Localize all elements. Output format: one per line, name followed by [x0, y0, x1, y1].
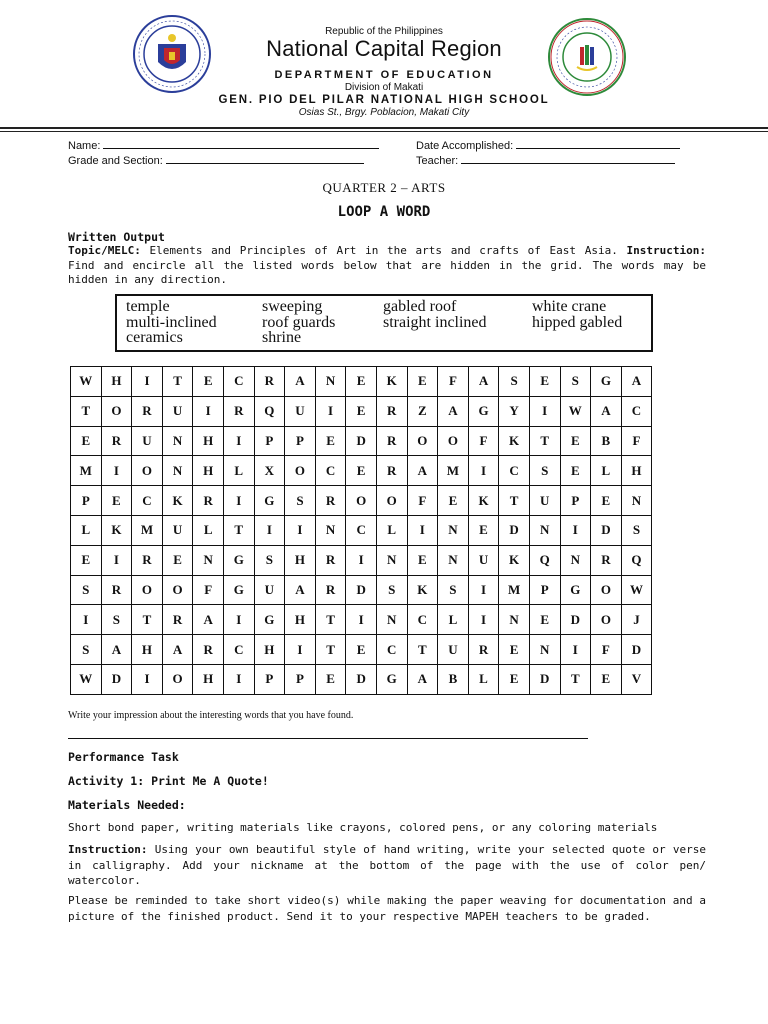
school-address: Osias St., Brgy. Poblacion, Makati City	[298, 107, 470, 118]
grid-row	[71, 575, 652, 605]
grid-cell[interactable]: H	[285, 605, 316, 635]
grid-cell[interactable]: K	[468, 486, 499, 516]
grid-cell[interactable]: E	[468, 515, 499, 545]
grid-cell[interactable]: I	[132, 367, 163, 397]
grid-cell[interactable]: R	[101, 575, 132, 605]
grid-cell[interactable]: N	[162, 456, 193, 486]
grid-cell[interactable]: G	[254, 486, 285, 516]
grid-cell[interactable]: M	[499, 575, 530, 605]
grid-cell[interactable]: T	[132, 605, 163, 635]
grid-cell[interactable]: E	[407, 367, 438, 397]
grid-cell[interactable]: L	[223, 456, 254, 486]
grid-cell[interactable]: D	[346, 664, 377, 694]
grid-cell[interactable]: E	[162, 545, 193, 575]
grid-cell[interactable]: Y	[499, 396, 530, 426]
activity-title: LOOP A WORD	[337, 204, 431, 220]
school-name: GEN. PIO DEL PILAR NATIONAL HIGH SCHOOL	[218, 94, 550, 106]
grid-cell[interactable]: H	[285, 545, 316, 575]
grid-cell[interactable]: O	[591, 605, 622, 635]
grid-cell[interactable]: D	[560, 605, 591, 635]
word-list-item: gabled roof	[383, 298, 457, 315]
grid-cell[interactable]: I	[560, 515, 591, 545]
grid-cell[interactable]: T	[71, 396, 102, 426]
grid-cell[interactable]: K	[162, 486, 193, 516]
region-title: National Capital Region	[266, 36, 502, 61]
grid-cell[interactable]: H	[193, 426, 224, 456]
grid-cell[interactable]: T	[560, 664, 591, 694]
grid-cell[interactable]: E	[315, 426, 346, 456]
grid-cell[interactable]: A	[162, 635, 193, 665]
grid-cell[interactable]: T	[315, 635, 346, 665]
grid-cell[interactable]: P	[529, 575, 560, 605]
grid-cell[interactable]: C	[223, 635, 254, 665]
grid-cell[interactable]: E	[591, 486, 622, 516]
grid-cell[interactable]: I	[193, 396, 224, 426]
grid-cell[interactable]: W	[621, 575, 652, 605]
grid-cell[interactable]: H	[193, 456, 224, 486]
grid-cell[interactable]: I	[223, 664, 254, 694]
grid-cell[interactable]: O	[132, 456, 163, 486]
grid-cell[interactable]: E	[315, 664, 346, 694]
grid-cell[interactable]: S	[621, 515, 652, 545]
word-list-box	[115, 294, 653, 352]
grid-cell[interactable]: R	[376, 456, 407, 486]
grid-cell[interactable]: E	[346, 635, 377, 665]
quarter-heading: QUARTER 2 – ARTS	[322, 180, 446, 195]
grid-cell[interactable]: A	[407, 456, 438, 486]
grid-cell[interactable]: T	[499, 486, 530, 516]
grid-cell[interactable]: C	[499, 456, 530, 486]
grid-cell[interactable]: G	[560, 575, 591, 605]
grid-cell[interactable]: I	[407, 515, 438, 545]
grid-cell[interactable]: D	[101, 664, 132, 694]
grid-cell[interactable]: G	[254, 605, 285, 635]
teacher-label: Teacher:	[416, 155, 459, 167]
grid-cell[interactable]: U	[529, 486, 560, 516]
name-label: Name:	[68, 140, 101, 152]
grid-row	[71, 456, 652, 486]
written-output-instructions	[68, 244, 706, 288]
grid-cell[interactable]: C	[621, 396, 652, 426]
grid-cell[interactable]: O	[101, 396, 132, 426]
grid-cell[interactable]: L	[71, 515, 102, 545]
grid-cell[interactable]: L	[468, 664, 499, 694]
grid-row	[71, 605, 652, 635]
grid-cell[interactable]: U	[468, 545, 499, 575]
grid-cell[interactable]: T	[162, 367, 193, 397]
grid-cell[interactable]: D	[529, 664, 560, 694]
grid-cell[interactable]: E	[529, 367, 560, 397]
grid-cell[interactable]: F	[193, 575, 224, 605]
grid-cell[interactable]: E	[560, 426, 591, 456]
name-input-line[interactable]	[103, 138, 379, 149]
activity-heading: Activity 1: Print Me A Quote!	[68, 774, 269, 788]
grid-cell[interactable]: A	[621, 367, 652, 397]
grid-cell[interactable]: H	[254, 635, 285, 665]
grid-row	[71, 486, 652, 516]
word-list-item: white crane	[532, 298, 607, 315]
grid-cell[interactable]: F	[407, 486, 438, 516]
grid-cell[interactable]: I	[346, 605, 377, 635]
grid-cell[interactable]: Z	[407, 396, 438, 426]
grid-cell[interactable]: N	[315, 367, 346, 397]
grid-cell[interactable]: T	[315, 605, 346, 635]
grid-cell[interactable]: R	[132, 396, 163, 426]
grid-cell[interactable]: I	[101, 456, 132, 486]
grid-cell[interactable]: N	[438, 545, 469, 575]
grid-cell[interactable]: T	[529, 426, 560, 456]
performance-task-heading: Performance Task	[68, 750, 179, 764]
grade-section-field[interactable]	[68, 153, 364, 167]
grid-cell[interactable]: E	[346, 456, 377, 486]
grid-cell[interactable]: A	[468, 367, 499, 397]
grid-cell[interactable]: O	[132, 575, 163, 605]
word-list-item: ceramics	[126, 329, 183, 346]
grid-cell[interactable]: W	[71, 367, 102, 397]
grid-cell[interactable]: B	[438, 664, 469, 694]
grid-row	[71, 396, 652, 426]
grid-row	[71, 545, 652, 575]
word-list-item: hipped gabled	[532, 314, 623, 331]
grid-cell[interactable]: F	[621, 426, 652, 456]
grid-cell[interactable]: S	[285, 486, 316, 516]
materials-text: Short bond paper, writing materials like crayons, colored pens, or any coloring materials	[68, 821, 658, 834]
grid-cell[interactable]: R	[315, 575, 346, 605]
grid-cell[interactable]: O	[376, 486, 407, 516]
grade-section-input-line[interactable]	[166, 153, 364, 164]
grid-cell[interactable]: S	[254, 545, 285, 575]
grid-cell[interactable]: N	[162, 426, 193, 456]
grid-cell[interactable]: M	[71, 456, 102, 486]
word-list-item: multi-inclined	[126, 314, 217, 331]
header-divider-thin	[0, 131, 768, 132]
grid-cell[interactable]: I	[468, 456, 499, 486]
teacher-input-line[interactable]	[461, 153, 675, 164]
grid-cell[interactable]: I	[223, 605, 254, 635]
grid-cell[interactable]: H	[621, 456, 652, 486]
date-field[interactable]	[416, 138, 680, 152]
grid-cell[interactable]: R	[376, 426, 407, 456]
grid-cell[interactable]: C	[315, 456, 346, 486]
grid-cell[interactable]: E	[438, 486, 469, 516]
grid-cell[interactable]: I	[468, 605, 499, 635]
grid-cell[interactable]: P	[71, 486, 102, 516]
grid-row	[71, 664, 652, 694]
grid-cell[interactable]: L	[591, 456, 622, 486]
grid-row	[71, 426, 652, 456]
grid-cell[interactable]: T	[223, 515, 254, 545]
grid-cell[interactable]: U	[132, 426, 163, 456]
grid-cell[interactable]: S	[376, 575, 407, 605]
word-list-item: straight inclined	[383, 314, 487, 331]
grid-cell[interactable]: R	[315, 486, 346, 516]
republic-text: Republic of the Philippines	[325, 26, 443, 37]
written-output-heading: Written Output	[68, 230, 165, 244]
department-name: DEPARTMENT OF EDUCATION	[274, 69, 494, 81]
grid-cell[interactable]: P	[285, 664, 316, 694]
grid-cell[interactable]: K	[499, 426, 530, 456]
grid-row	[71, 515, 652, 545]
grade-section-label: Grade and Section:	[68, 155, 163, 167]
grid-cell[interactable]: L	[376, 515, 407, 545]
grid-cell[interactable]: N	[499, 605, 530, 635]
impression-answer-line[interactable]	[68, 738, 588, 739]
grid-cell[interactable]: K	[376, 367, 407, 397]
date-input-line[interactable]	[516, 138, 680, 149]
grid-cell[interactable]: T	[407, 635, 438, 665]
grid-cell[interactable]: C	[407, 605, 438, 635]
grid-cell[interactable]: M	[132, 515, 163, 545]
grid-cell[interactable]: X	[254, 456, 285, 486]
grid-cell[interactable]: N	[621, 486, 652, 516]
grid-cell[interactable]: E	[101, 486, 132, 516]
grid-row	[71, 635, 652, 665]
word-list-item: sweeping	[262, 298, 323, 315]
grid-cell[interactable]: S	[71, 635, 102, 665]
word-list-item: temple	[126, 298, 170, 315]
grid-cell[interactable]: E	[560, 456, 591, 486]
grid-cell[interactable]: O	[162, 575, 193, 605]
grid-cell[interactable]: R	[193, 486, 224, 516]
grid-cell[interactable]: E	[529, 605, 560, 635]
grid-cell[interactable]: G	[468, 396, 499, 426]
instruction-text: Find and encircle all the listed words below that are hidden in the grid. The words may be hidden in any direction.	[68, 258, 706, 286]
grid-cell[interactable]: U	[254, 575, 285, 605]
grid-cell[interactable]: D	[621, 635, 652, 665]
grid-cell[interactable]: U	[162, 515, 193, 545]
grid-cell[interactable]: O	[162, 664, 193, 694]
grid-cell[interactable]: C	[346, 515, 377, 545]
topic-text: Elements and Principles of Art in the arts and crafts of East Asia.	[140, 244, 627, 257]
grid-cell[interactable]: I	[315, 396, 346, 426]
grid-cell[interactable]: I	[468, 575, 499, 605]
grid-cell[interactable]: K	[101, 515, 132, 545]
grid-cell[interactable]: G	[591, 367, 622, 397]
word-list-item: roof guards	[262, 314, 336, 331]
grid-cell[interactable]: I	[254, 515, 285, 545]
grid-cell[interactable]: Q	[254, 396, 285, 426]
grid-cell[interactable]: G	[376, 664, 407, 694]
grid-cell[interactable]: S	[499, 367, 530, 397]
grid-cell[interactable]: O	[591, 575, 622, 605]
grid-cell[interactable]: P	[254, 426, 285, 456]
grid-cell[interactable]: R	[591, 545, 622, 575]
word-list-item: shrine	[262, 329, 302, 346]
date-label: Date Accomplished:	[416, 140, 514, 152]
grid-cell[interactable]: E	[499, 664, 530, 694]
grid-cell[interactable]: E	[346, 367, 377, 397]
grid-cell[interactable]: F	[438, 367, 469, 397]
header-divider	[0, 127, 768, 129]
grid-cell[interactable]: A	[285, 367, 316, 397]
grid-cell[interactable]: A	[407, 664, 438, 694]
grid-cell[interactable]: A	[285, 575, 316, 605]
grid-cell[interactable]: R	[132, 545, 163, 575]
grid-cell[interactable]: Q	[529, 545, 560, 575]
grid-cell[interactable]: U	[162, 396, 193, 426]
grid-cell[interactable]: U	[285, 396, 316, 426]
grid-cell[interactable]: R	[468, 635, 499, 665]
instruction-label: Instruction:	[626, 244, 706, 257]
grid-cell[interactable]: I	[223, 486, 254, 516]
grid-cell[interactable]: W	[71, 664, 102, 694]
grid-cell[interactable]: N	[315, 515, 346, 545]
grid-cell[interactable]: W	[560, 396, 591, 426]
grid-cell[interactable]: G	[223, 575, 254, 605]
grid-cell[interactable]: M	[438, 456, 469, 486]
grid-cell[interactable]: U	[438, 635, 469, 665]
grid-cell[interactable]: I	[223, 426, 254, 456]
grid-cell[interactable]: E	[346, 396, 377, 426]
grid-cell[interactable]: O	[346, 486, 377, 516]
grid-cell[interactable]: B	[591, 426, 622, 456]
teacher-field[interactable]	[416, 153, 675, 167]
grid-cell[interactable]: N	[529, 635, 560, 665]
grid-cell[interactable]: A	[591, 396, 622, 426]
grid-cell[interactable]: V	[621, 664, 652, 694]
grid-cell[interactable]: E	[71, 426, 102, 456]
grid-cell[interactable]: O	[407, 426, 438, 456]
grid-cell[interactable]: R	[376, 396, 407, 426]
grid-cell[interactable]: S	[438, 575, 469, 605]
grid-cell[interactable]: K	[499, 545, 530, 575]
reminder-text: Please be reminded to take short video(s) while making the paper weaving for documentation and a picture of the finished product. Send it to your respective MAPEH teachers to be graded.	[68, 894, 706, 923]
grid-cell[interactable]: Q	[621, 545, 652, 575]
performance-instruction-label: Instruction:	[68, 843, 148, 856]
grid-cell[interactable]: E	[407, 545, 438, 575]
grid-cell[interactable]: I	[71, 605, 102, 635]
grid-cell[interactable]: O	[285, 456, 316, 486]
grid-cell[interactable]: D	[346, 426, 377, 456]
grid-row	[71, 367, 652, 397]
grid-cell[interactable]: E	[499, 635, 530, 665]
grid-cell[interactable]: E	[71, 545, 102, 575]
grid-cell[interactable]: L	[438, 605, 469, 635]
grid-cell[interactable]: C	[132, 486, 163, 516]
grid-cell[interactable]: H	[101, 367, 132, 397]
performance-instruction-text: Using your own beautiful style of hand writing, write your selected quote or verse in calligraphy. Add your nickname at the bottom of the page with the use of color pen/ watercolor.	[68, 843, 706, 887]
impression-prompt: Write your impression about the interesting words that you have found.	[68, 710, 354, 721]
topic-label: Topic/MELC:	[68, 244, 141, 257]
grid-cell[interactable]: R	[101, 426, 132, 456]
grid-cell[interactable]: K	[407, 575, 438, 605]
grid-cell[interactable]: P	[254, 664, 285, 694]
grid-cell[interactable]: L	[193, 515, 224, 545]
division-name: Division of Makati	[344, 82, 424, 93]
grid-cell[interactable]: C	[376, 635, 407, 665]
grid-cell[interactable]: S	[529, 456, 560, 486]
grid-cell[interactable]: E	[193, 367, 224, 397]
grid-cell[interactable]: A	[193, 605, 224, 635]
grid-cell[interactable]: I	[529, 396, 560, 426]
grid-cell[interactable]: S	[101, 605, 132, 635]
grid-cell[interactable]: D	[591, 515, 622, 545]
grid-cell[interactable]: E	[591, 664, 622, 694]
performance-instruction	[68, 842, 706, 889]
grid-cell[interactable]: N	[376, 545, 407, 575]
grid-cell[interactable]: N	[376, 605, 407, 635]
grid-cell[interactable]: J	[621, 605, 652, 635]
materials-heading: Materials Needed:	[68, 798, 186, 812]
grid-cell[interactable]: I	[346, 545, 377, 575]
grid-cell[interactable]: I	[132, 664, 163, 694]
grid-cell[interactable]: D	[346, 575, 377, 605]
grid-cell[interactable]: N	[193, 545, 224, 575]
grid-cell[interactable]: R	[162, 605, 193, 635]
grid-cell[interactable]: I	[560, 635, 591, 665]
grid-cell[interactable]: P	[285, 426, 316, 456]
grid-cell[interactable]: I	[101, 545, 132, 575]
word-search-grid	[70, 366, 652, 695]
grid-cell[interactable]: S	[560, 367, 591, 397]
grid-cell[interactable]: A	[101, 635, 132, 665]
grid-cell[interactable]: S	[71, 575, 102, 605]
grid-cell[interactable]: D	[499, 515, 530, 545]
grid-cell[interactable]: H	[132, 635, 163, 665]
name-field[interactable]	[68, 138, 379, 152]
grid-cell[interactable]: O	[438, 426, 469, 456]
grid-cell[interactable]: P	[560, 486, 591, 516]
grid-cell[interactable]: R	[223, 396, 254, 426]
grid-cell[interactable]: R	[315, 545, 346, 575]
grid-cell[interactable]: I	[285, 515, 316, 545]
grid-cell[interactable]: G	[223, 545, 254, 575]
grid-cell[interactable]: R	[193, 635, 224, 665]
grid-cell[interactable]: F	[468, 426, 499, 456]
grid-cell[interactable]: H	[193, 664, 224, 694]
grid-cell[interactable]: F	[591, 635, 622, 665]
grid-cell[interactable]: N	[529, 515, 560, 545]
grid-cell[interactable]: A	[438, 396, 469, 426]
grid-cell[interactable]: I	[285, 635, 316, 665]
grid-cell[interactable]: C	[223, 367, 254, 397]
grid-cell[interactable]: R	[254, 367, 285, 397]
grid-cell[interactable]: N	[560, 545, 591, 575]
grid-cell[interactable]: N	[438, 515, 469, 545]
